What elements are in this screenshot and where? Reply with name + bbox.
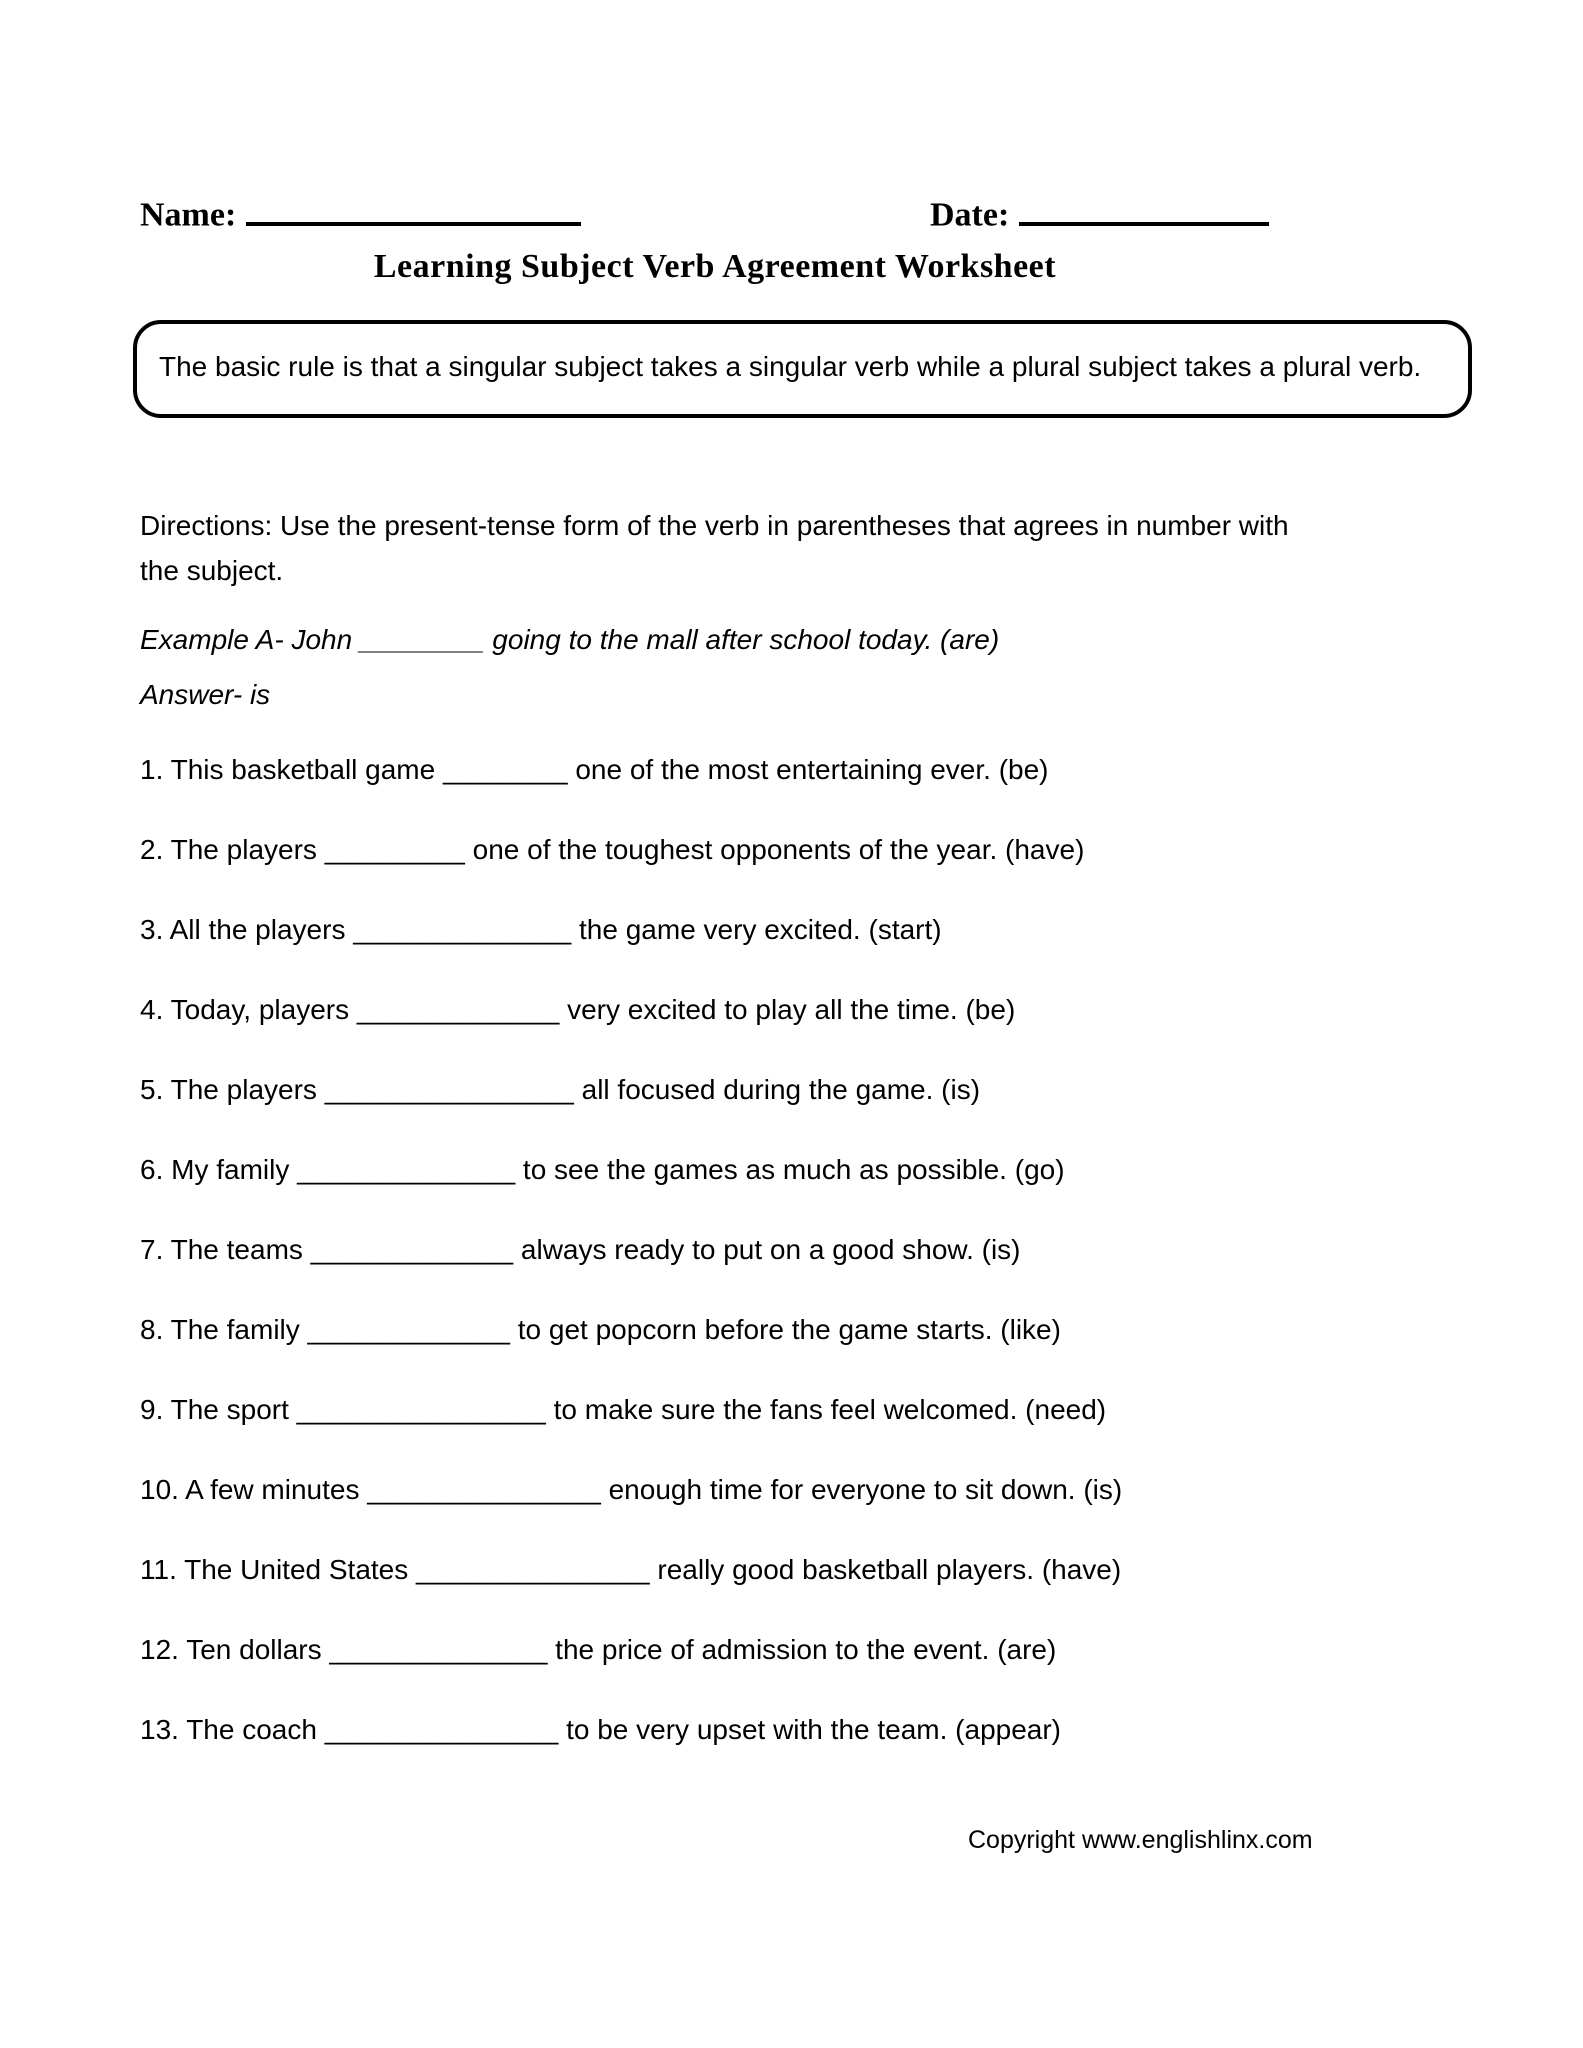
example-answer-line: Answer- is	[140, 679, 271, 710]
example-block	[140, 612, 999, 722]
question-line: 13. The coach _______________ to be very upset with the team. (appear)	[140, 1714, 1062, 1745]
question-line: 11. The United States _______________ really good basketball players. (have)	[140, 1554, 1122, 1585]
question-line: 8. The family _____________ to get popcorn before the game starts. (like)	[140, 1314, 1061, 1345]
question-line: 2. The players _________ one of the toughest opponents of the year. (have)	[140, 834, 1085, 865]
directions-text: Directions: Use the present-tense form of the verb in parentheses that agrees in number with the subject.	[140, 510, 1289, 586]
worksheet-title: Learning Subject Verb Agreement Worksheet	[373, 248, 1057, 285]
name-field	[140, 186, 581, 235]
name-blank-line	[246, 186, 581, 226]
rule-text: The basic rule is that a singular subject takes a singular verb while a plural subject takes a plural verb.	[159, 351, 1422, 382]
question-line: 5. The players ________________ all focused during the game. (is)	[140, 1074, 981, 1105]
question-line: 7. The teams _____________ always ready to put on a good show. (is)	[140, 1234, 1021, 1265]
question-line: 4. Today, players _____________ very excited to play all the time. (be)	[140, 994, 1016, 1025]
question-line: 6. My family ______________ to see the games as much as possible. (go)	[140, 1154, 1065, 1185]
date-blank-line	[1019, 186, 1269, 226]
rule-box	[133, 320, 1472, 418]
question-line: 1. This basketball game ________ one of the most entertaining ever. (be)	[140, 754, 1049, 785]
copyright-text: Copyright www.englishlinx.com	[968, 1826, 1313, 1854]
question-line: 3. All the players ______________ the game very excited. (start)	[140, 914, 942, 945]
date-field	[930, 186, 1269, 235]
date-label: Date:	[930, 196, 1010, 234]
question-line: 12. Ten dollars ______________ the price of admission to the event. (are)	[140, 1634, 1057, 1665]
name-label: Name:	[140, 196, 237, 234]
example-line: Example A- John ________ going to the mall after school today. (are)	[140, 624, 1000, 655]
question-line: 10. A few minutes _______________ enough time for everyone to sit down. (is)	[140, 1474, 1123, 1505]
questions-list	[140, 752, 1500, 1792]
question-line: 9. The sport ________________ to make sure the fans feel welcomed. (need)	[140, 1394, 1107, 1425]
